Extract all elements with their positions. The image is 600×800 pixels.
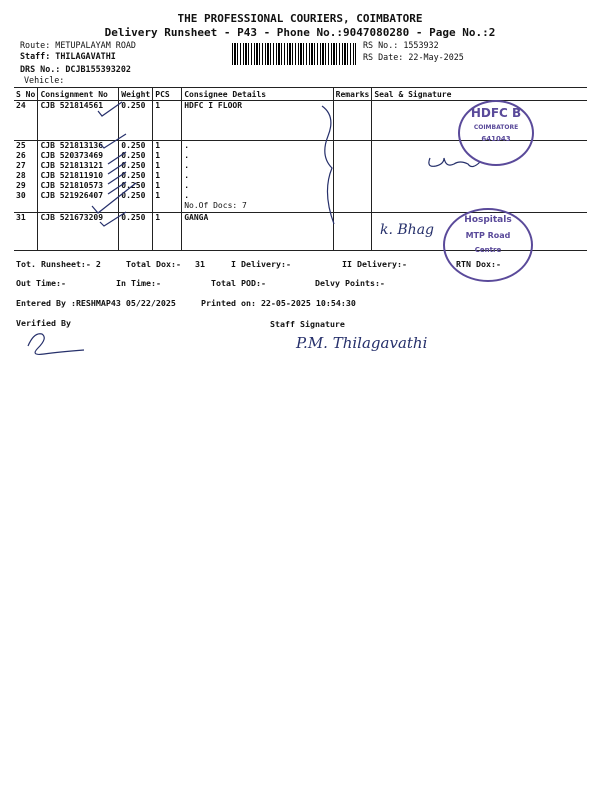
- hospital-stamp: [443, 208, 533, 282]
- no-of-docs: No.Of Docs: 7: [182, 201, 333, 213]
- cell-pcs: 1: [153, 151, 182, 161]
- cell-consignee: .: [182, 161, 333, 171]
- signature-row31: k. Bhag: [380, 222, 434, 238]
- cell-sno: 27: [16, 160, 26, 170]
- cell-pcs: 1: [153, 181, 182, 191]
- cell-weight: 0.250: [119, 181, 153, 191]
- verified-by: Verified By: [16, 318, 71, 328]
- rtn-dox: RTN Dox:-: [456, 259, 501, 269]
- entered-by: Entered By :RESHMAP43 05/22/2025: [16, 298, 176, 308]
- tick-mark-icon: [98, 102, 122, 116]
- hdfc-stamp: [458, 100, 534, 166]
- rs-date: RS Date: 22-May-2025: [363, 52, 464, 62]
- cell-pcs: 1: [153, 161, 182, 171]
- cell-pcs: 1: [153, 101, 182, 141]
- staff-signature: P.M. Thilagavathi: [296, 334, 428, 352]
- cell-consignment: CJB 521810573: [38, 181, 119, 191]
- staff-label: Staff: THILAGAVATHI: [20, 51, 116, 61]
- tot-runsheet: Tot. Runsheet:- 2: [16, 259, 101, 269]
- cell-weight: 0.250: [119, 151, 153, 161]
- tick-mark-icon: [108, 152, 126, 164]
- cell-weight: 0.250: [119, 141, 153, 151]
- route-label: Route: METUPALAYAM ROAD: [20, 40, 136, 50]
- cell-consignment: CJB 520373469: [38, 151, 119, 161]
- tick-mark-icon: [108, 162, 126, 174]
- cell-sno: 25: [16, 141, 26, 150]
- cell-consignment: CJB 521814561: [38, 101, 119, 141]
- cell-weight: 0.250: [119, 161, 153, 171]
- col-consignment: Consignment No: [38, 88, 119, 101]
- col-sno: S No: [14, 88, 38, 101]
- cell-weight: 0.250: [119, 171, 153, 181]
- tick-mark-icon: [92, 183, 136, 213]
- cell-consignee: GANGA: [182, 213, 333, 251]
- cell-pcs: 1: [153, 213, 182, 251]
- total-dox-label: Total Dox:-: [126, 259, 181, 269]
- total-dox-value: 31: [195, 259, 205, 269]
- stamp2-mid-text: MTP Road: [465, 231, 511, 240]
- cell-consignee: .: [182, 141, 333, 151]
- col-consignee: Consignee Details: [182, 88, 333, 101]
- company-title: THE PROFESSIONAL COURIERS, COIMBATORE: [177, 12, 423, 25]
- rs-number: RS No.: 1553932: [363, 40, 439, 50]
- cell-weight: 0.250: [119, 101, 153, 141]
- stamp2-top-text: Hospitals: [464, 215, 512, 225]
- cell-consignee: .: [182, 171, 333, 181]
- stamp1-mid-text: COIMBATORE: [473, 124, 519, 131]
- delvy-points: Delvy Points:-: [315, 278, 385, 288]
- printed-on: Printed on: 22-05-2025 10:54:30: [201, 298, 356, 308]
- cell-sno: 24: [14, 101, 38, 141]
- cell-sno: 30: [16, 190, 26, 200]
- cell-sno: 29: [16, 180, 26, 190]
- col-weight: Weight: [119, 88, 153, 101]
- tick-mark-icon: [100, 212, 126, 226]
- cell-consignment: CJB 521813136: [38, 141, 119, 151]
- cell-sno: 26: [16, 150, 26, 160]
- stamp1-top-text: HDFC B: [470, 106, 522, 120]
- cell-consignment: CJB 521673209: [38, 213, 119, 251]
- col-seal-signature: Seal & Signature: [372, 88, 587, 101]
- cell-consignee: .: [182, 191, 333, 201]
- ii-delivery: II Delivery:-: [342, 259, 407, 269]
- vehicle-label: Vehicle:: [24, 75, 65, 85]
- staff-signature-label: Staff Signature: [270, 319, 345, 329]
- in-time: In Time:-: [116, 278, 161, 288]
- drs-number: DRS No.: DCJB155393202: [20, 64, 131, 74]
- cell-consignment: CJB 521813121: [38, 161, 119, 171]
- cell-pcs: 1: [153, 171, 182, 181]
- col-pcs: PCS: [153, 88, 182, 101]
- tick-mark-icon: [108, 182, 126, 194]
- cell-pcs: 1: [153, 191, 182, 201]
- verified-signature-icon: [28, 334, 84, 355]
- cell-consignment: CJB 521926407: [38, 191, 119, 201]
- cell-sno: 31: [14, 213, 38, 251]
- cell-consignee: .: [182, 181, 333, 191]
- tick-mark-icon: [100, 134, 126, 148]
- cell-sno: 28: [16, 170, 26, 180]
- cell-consignment: CJB 521811910: [38, 171, 119, 181]
- i-delivery: I Delivery:-: [231, 259, 291, 269]
- tick-mark-icon: [108, 172, 126, 184]
- cell-weight: 0.250: [119, 191, 153, 201]
- stamp1-bottom-text: 641043: [481, 135, 511, 143]
- runsheet-title: Delivery Runsheet - P43 - Phone No.:9047080280 - Page No.:2: [104, 26, 496, 39]
- bracket-mark-icon: [322, 106, 334, 224]
- stamp2-bottom-text: Centre: [474, 246, 502, 254]
- cell-consignee: HDFC I FLOOR: [182, 101, 333, 141]
- col-remarks: Remarks: [333, 88, 372, 101]
- cell-weight: 0.250: [119, 213, 153, 251]
- cell-consignee: .: [182, 151, 333, 161]
- total-pod: Total POD:-: [211, 278, 266, 288]
- cell-pcs: 1: [153, 141, 182, 151]
- out-time: Out Time:-: [16, 278, 66, 288]
